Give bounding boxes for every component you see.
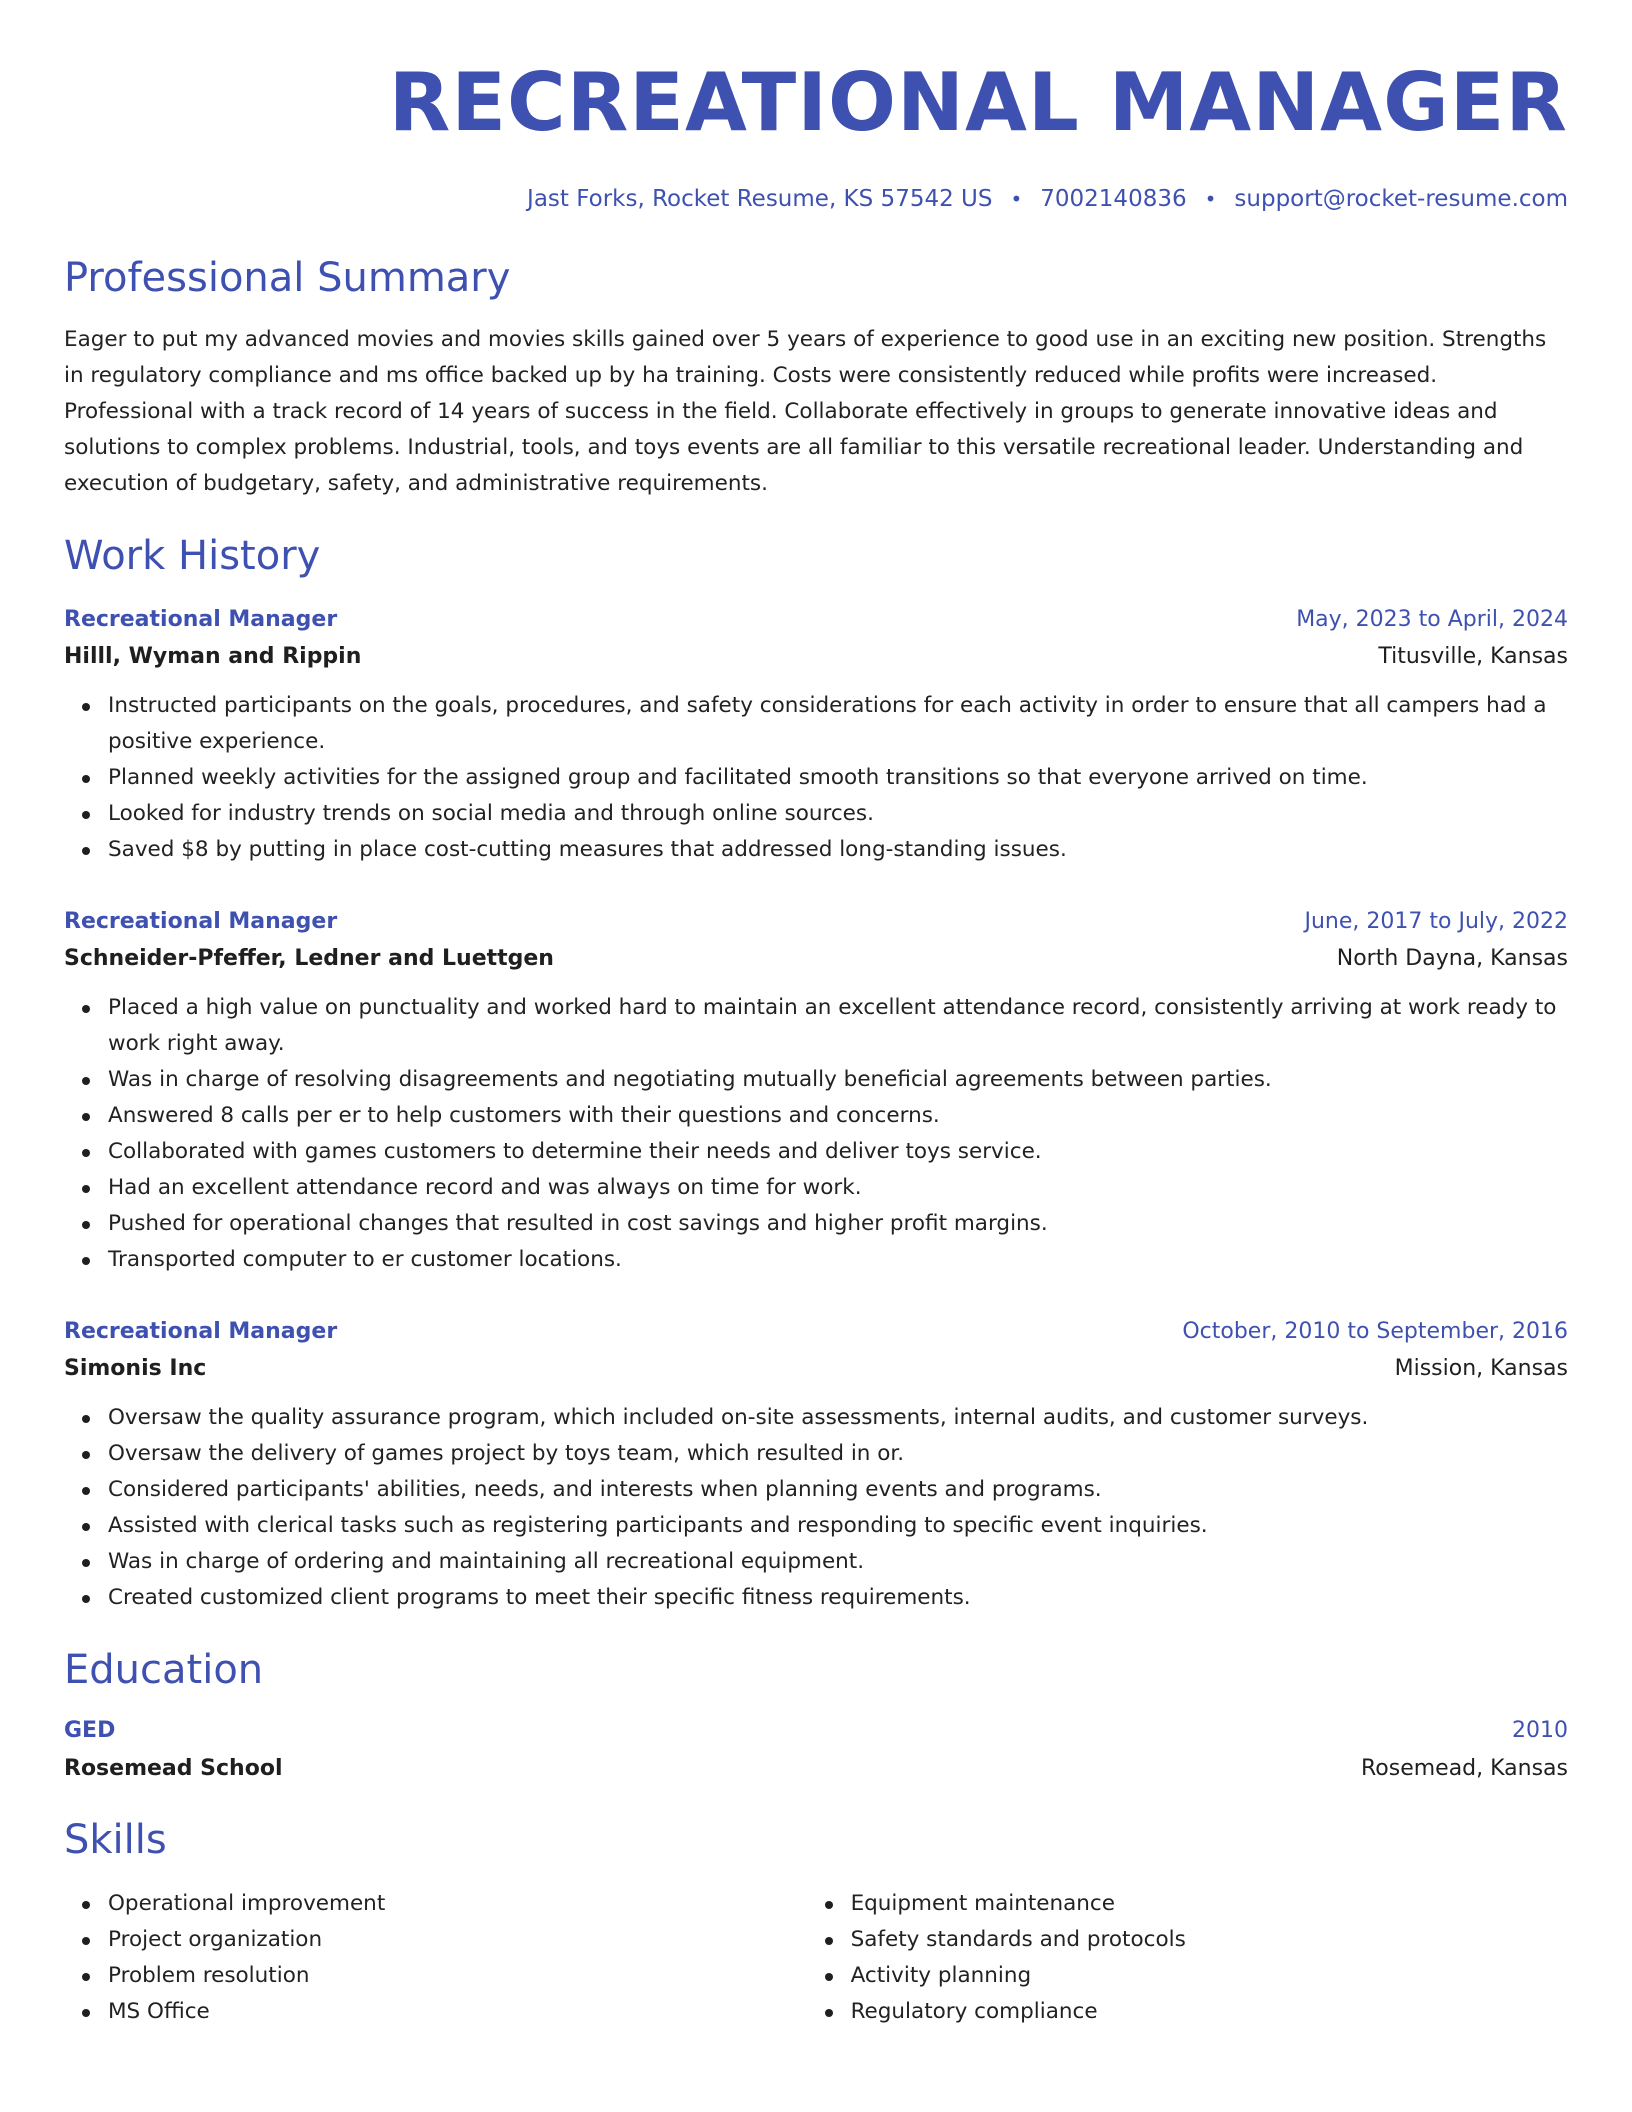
job-bullet: Planned weekly activities for the assigned group and facilitated smooth transitions so that everyone arrived on time. (108, 760, 1568, 796)
job-title: Recreational Manager (64, 909, 338, 934)
job-bullet: Was in charge of resolving disagreements and negotiating mutually beneficial agreements between parties. (108, 1062, 1568, 1098)
job-location: Titusville, Kansas (1378, 644, 1568, 669)
education-location: Rosemead, Kansas (1360, 1756, 1568, 1781)
job-bullet: Collaborated with games customers to determine their needs and deliver toys service. (108, 1134, 1568, 1170)
skill-item: Activity planning (851, 1958, 1568, 1994)
job-bullet: Saved $8 by putting in place cost-cutting measures that addressed long-standing issues. (108, 832, 1568, 868)
contact-separator: • (1204, 187, 1217, 211)
job-bullet: Answered 8 calls per er to help customers with their questions and concerns. (108, 1098, 1568, 1134)
resume-page (64, 0, 1568, 2030)
job-bullet: Placed a high value on punctuality and worked hard to maintain an excellent attendance record, consistently arriving at work ready to work right away. (108, 990, 1568, 1062)
job-entry (64, 602, 1568, 868)
job-employer-row (64, 638, 1568, 676)
education-school-row (64, 1750, 1568, 1788)
job-location: North Dayna, Kansas (1336, 946, 1568, 971)
job-bullets (64, 1400, 1568, 1616)
education-header-row (64, 1712, 1568, 1750)
skill-item: Operational improvement (108, 1886, 807, 1922)
job-dates: May, 2023 to April, 2024 (1296, 607, 1568, 632)
job-entry (64, 1314, 1568, 1616)
job-header-row (64, 1314, 1568, 1350)
education-heading: Education (64, 1647, 264, 1693)
job-bullet: Created customized client programs to meet their specific fitness requirements. (108, 1580, 1568, 1616)
job-bullet: Considered participants' abilities, needs, and interests when planning events and programs. (108, 1472, 1568, 1508)
job-bullet: Oversaw the quality assurance program, which included on-site assessments, internal audits, and customer surveys. (108, 1400, 1568, 1436)
skill-item: Regulatory compliance (851, 1994, 1568, 2030)
contact-email[interactable]: support@rocket-resume.com (1234, 186, 1568, 212)
job-header-row (64, 904, 1568, 940)
skill-item: Problem resolution (108, 1958, 807, 1994)
candidate-name: RECREATIONAL MANAGER (388, 56, 1568, 149)
job-bullet: Looked for industry trends on social media and through online sources. (108, 796, 1568, 832)
skills-column-left (64, 1886, 807, 2030)
job-bullet: Was in charge of ordering and maintaining all recreational equipment. (108, 1544, 1568, 1580)
contact-phone[interactable]: 7002140836 (1040, 186, 1187, 212)
job-employer: Simonis Inc (64, 1356, 207, 1381)
skills-column-right (807, 1886, 1568, 2030)
skills-list (64, 1886, 1568, 2030)
job-employer: Hilll, Wyman and Rippin (64, 644, 362, 669)
job-bullet: Oversaw the delivery of games project by toys team, which resulted in or. (108, 1436, 1568, 1472)
job-header-row (64, 602, 1568, 638)
job-bullets (64, 688, 1568, 868)
contact-line (64, 184, 1568, 214)
summary-text: Eager to put my advanced movies and movies skills gained over 5 years of experience to good use in an exciting new position. Strengths in regulatory compliance and ms office backed up by ha training. Costs were consistently reduced while profits were increased. Professional with a track record of 14 years of success in the field. Collaborate effectively in groups to generate innovative ideas and solutions to complex problems. Industrial, tools, and toys events are all familiar to this versatile recreational leader. Understanding and execution of budgetary, safety, and administrative requirements. (64, 327, 1547, 496)
job-bullet: Transported computer to er customer locations. (108, 1242, 1568, 1278)
education-school: Rosemead School (64, 1756, 283, 1781)
skill-item: Project organization (108, 1922, 807, 1958)
job-employer-row (64, 1350, 1568, 1388)
job-employer: Schneider-Pfeffer, Ledner and Luettgen (64, 946, 554, 971)
education-entry (64, 1712, 1568, 1788)
skill-item: Safety standards and protocols (851, 1922, 1568, 1958)
contact-address: Jast Forks, Rocket Resume, KS 57542 US (527, 186, 993, 212)
education-degree: GED (64, 1718, 116, 1743)
job-title: Recreational Manager (64, 1319, 338, 1344)
job-bullet: Pushed for operational changes that resulted in cost savings and higher profit margins. (108, 1206, 1568, 1242)
skills-heading: Skills (64, 1817, 167, 1863)
work-history-heading: Work History (64, 533, 321, 579)
job-title: Recreational Manager (64, 607, 338, 632)
job-bullet: Had an excellent attendance record and was always on time for work. (108, 1170, 1568, 1206)
education-year: 2010 (1512, 1718, 1568, 1743)
job-dates: October, 2010 to September, 2016 (1182, 1319, 1568, 1344)
job-bullet: Instructed participants on the goals, procedures, and safety considerations for each activity in order to ensure that all campers had a positive experience. (108, 688, 1568, 760)
contact-separator: • (1010, 187, 1023, 211)
job-dates: June, 2017 to July, 2022 (1304, 909, 1568, 934)
summary-heading: Professional Summary (64, 255, 511, 301)
job-employer-row (64, 940, 1568, 978)
skill-item: Equipment maintenance (851, 1886, 1568, 1922)
job-bullets (64, 990, 1568, 1278)
job-entry (64, 904, 1568, 1278)
job-bullet: Assisted with clerical tasks such as registering participants and responding to specific event inquiries. (108, 1508, 1568, 1544)
job-location: Mission, Kansas (1394, 1356, 1568, 1381)
skill-item: MS Office (108, 1994, 807, 2030)
